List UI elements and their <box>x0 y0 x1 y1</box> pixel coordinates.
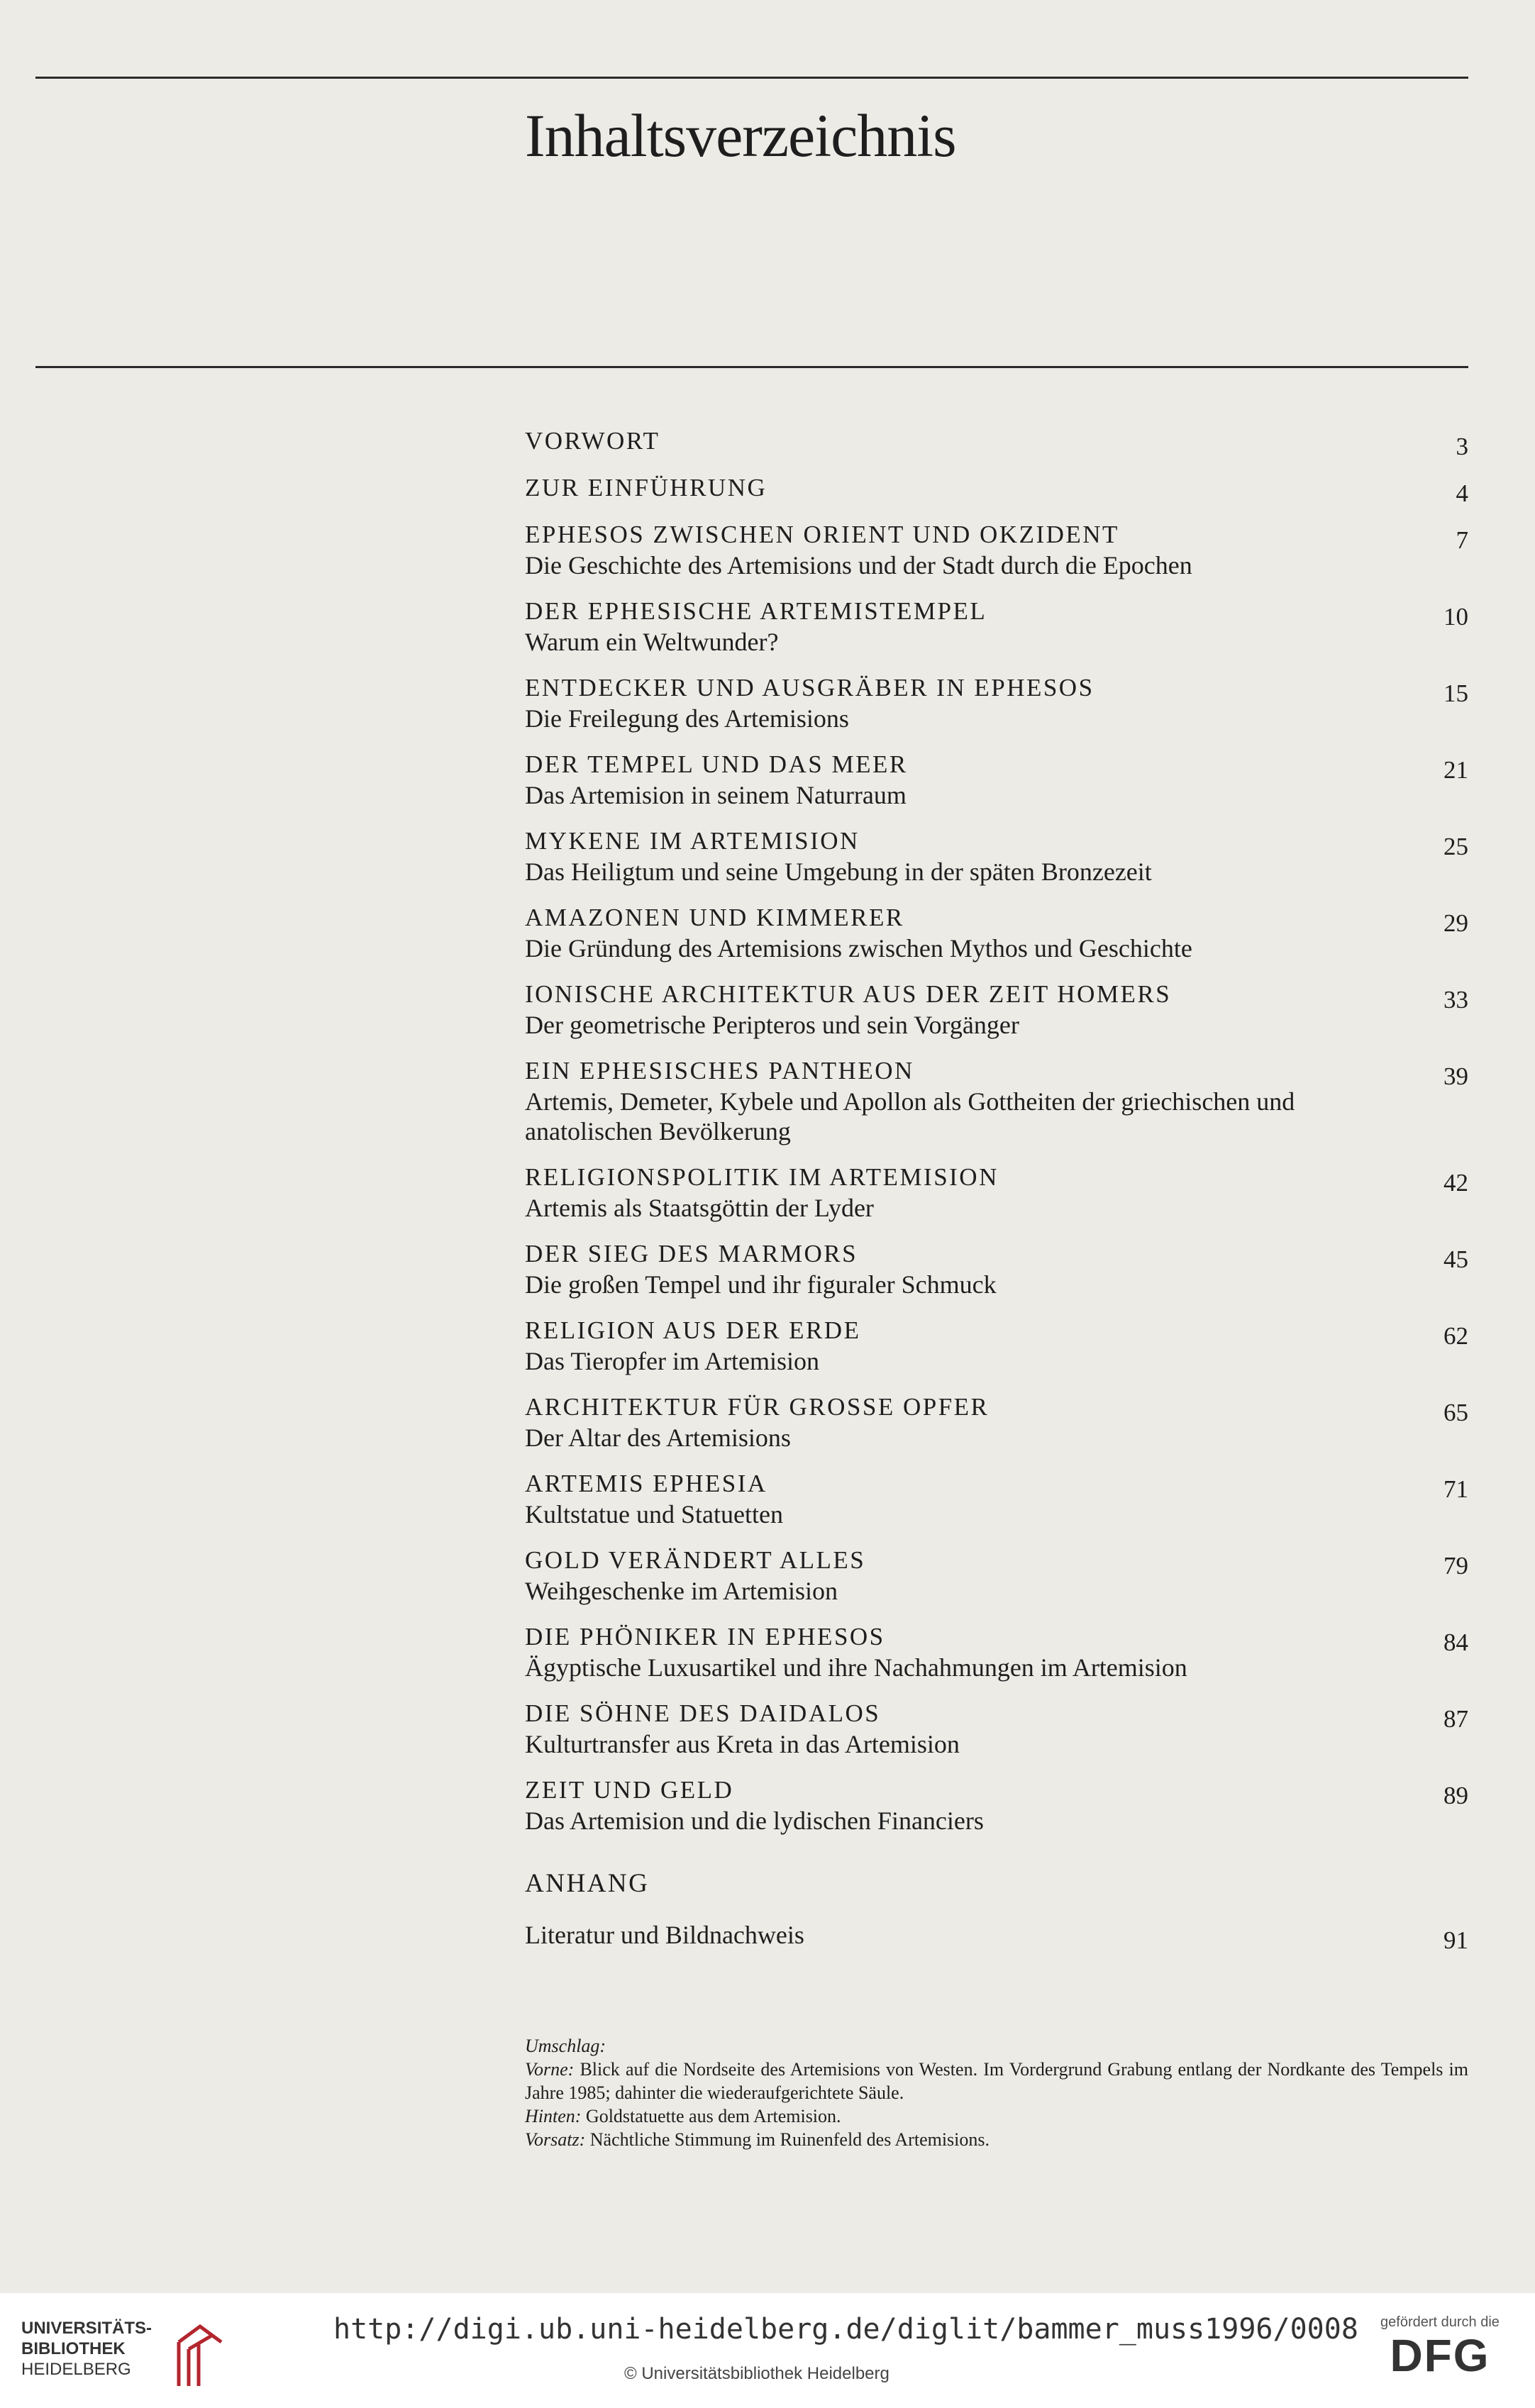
toc-entry-title: MYKENE IM ARTEMISION <box>525 827 860 855</box>
toc-entry-page: 84 <box>1443 1629 1468 1656</box>
toc-entry-page: 71 <box>1443 1475 1468 1503</box>
toc-entry-title: DER EPHESISCHE ARTEMISTEMPEL <box>525 597 987 625</box>
dfg-caption: gefördert durch die <box>1380 2314 1500 2330</box>
footer-bar <box>0 2293 1535 2408</box>
toc-entry-page: 62 <box>1443 1322 1468 1350</box>
caption-back-text: Goldstatuette aus dem Artemision. <box>585 2106 841 2126</box>
toc-entry-page: 87 <box>1443 1705 1468 1733</box>
toc-entry[interactable] <box>525 672 1468 733</box>
toc-entry-subtitle: Ägyptische Luxusartikel und ihre Nachahmungen im Artemision <box>525 1653 1187 1682</box>
toc-entry[interactable] <box>525 1698 1468 1759</box>
toc-entry-subtitle: Das Tieropfer im Artemision <box>525 1347 819 1375</box>
toc-entry[interactable] <box>525 749 1468 810</box>
toc-entry-title: ENTDECKER UND AUSGRÄBER IN EPHESOS <box>525 674 1095 701</box>
toc-entry-page: 21 <box>1443 756 1468 784</box>
toc-entry[interactable] <box>525 902 1468 963</box>
toc-entry-page: 39 <box>1443 1062 1468 1090</box>
toc-entry-subtitle: Die großen Tempel und ihr figuraler Schmuck <box>525 1270 997 1299</box>
toc-entry-page: 45 <box>1443 1245 1468 1273</box>
top-rule <box>35 77 1468 79</box>
toc-entry-subtitle: Das Artemision und die lydischen Financiers <box>525 1807 984 1835</box>
toc-entry-title: VORWORT <box>525 427 660 455</box>
toc-entry-title: RELIGIONSPOLITIK IM ARTEMISION <box>525 1163 999 1191</box>
toc-entry-title: EPHESOS ZWISCHEN ORIENT UND OKZIDENT <box>525 521 1119 548</box>
toc-entry-title: GOLD VERÄNDERT ALLES <box>525 1546 866 1574</box>
toc-entry-title: ARTEMIS EPHESIA <box>525 1470 768 1497</box>
appendix-item: Literatur und Bildnachweis <box>525 1921 804 1949</box>
appendix-entry <box>525 1919 1468 1954</box>
toc-entry-subtitle: Der geometrische Peripteros und sein Vorgänger <box>525 1011 1019 1039</box>
toc-entry-page: 25 <box>1443 833 1468 860</box>
toc-entry-page: 7 <box>1456 526 1468 554</box>
toc-entry-subtitle: Das Artemision in seinem Naturraum <box>525 781 907 809</box>
appendix-heading: ANHANG <box>525 1869 650 1898</box>
toc-entry-page: 89 <box>1443 1782 1468 1809</box>
library-line-3: HEIDELBERG <box>21 2360 131 2379</box>
toc-entry[interactable] <box>525 519 1468 580</box>
caption-front-label: Vorne: <box>525 2059 575 2080</box>
toc-entry-subtitle: Kulturtransfer aus Kreta in das Artemision <box>525 1730 960 1758</box>
cover-caption <box>525 2034 1468 2151</box>
library-line-2: BIBLIOTHEK <box>21 2339 126 2358</box>
toc-entry-title: IONISCHE ARCHITEKTUR AUS DER ZEIT HOMERS <box>525 980 1172 1008</box>
toc-entry-page: 79 <box>1443 1552 1468 1580</box>
toc-entry-title: ZEIT UND GELD <box>525 1776 734 1804</box>
toc-entry[interactable] <box>525 1392 1468 1453</box>
caption-heading: Umschlag: <box>525 2036 606 2056</box>
page-title: Inhaltsverzeichnis <box>525 101 956 170</box>
toc-entry-title: ZUR EINFÜHRUNG <box>525 474 768 501</box>
toc-entry[interactable] <box>525 1162 1468 1223</box>
toc-entry-title: EIN EPHESISCHES PANTHEON <box>525 1057 914 1084</box>
toc-entry-subtitle: Artemis als Staatsgöttin der Lyder <box>525 1194 874 1222</box>
library-line-1: UNIVERSITÄTS- <box>21 2319 153 2338</box>
toc-entry-page: 29 <box>1443 909 1468 937</box>
toc-entry[interactable] <box>525 426 1468 460</box>
toc-entry-subtitle: Kultstatue und Statuetten <box>525 1500 783 1528</box>
toc-entry-page: 10 <box>1443 603 1468 631</box>
caption-front-text: Blick auf die Nordseite des Artemisions von Westen. Im Vordergrund Grabung entlang der Nordkante des Tempels im Jahre 1985; dahinter die wiederaufgerichtete Säule. <box>525 2059 1468 2103</box>
toc-entry[interactable] <box>525 1238 1468 1299</box>
toc-entry-title: DER SIEG DES MARMORS <box>525 1240 858 1267</box>
toc-entry[interactable] <box>525 1468 1468 1529</box>
toc-entry-page: 33 <box>1443 986 1468 1014</box>
toc-entry-subtitle: Artemis, Demeter, Kybele und Apollon als Gottheiten der griechischen und anatolischen Bevölkerung <box>525 1087 1295 1145</box>
dfg-logo[interactable] <box>1362 2314 1518 2380</box>
toc-entry[interactable] <box>525 1775 1468 1836</box>
toc-entry-title: DER TEMPEL UND DAS MEER <box>525 750 908 778</box>
copyright-notice: © Universitätsbibliothek Heidelberg <box>624 2364 890 2383</box>
toc-entry-page: 65 <box>1443 1399 1468 1426</box>
toc-entry[interactable] <box>525 826 1468 887</box>
caption-endpaper-text: Nächtliche Stimmung im Ruinenfeld des Artemisions. <box>589 2129 990 2150</box>
toc-entry[interactable] <box>525 1621 1468 1682</box>
toc-entry-page: 15 <box>1443 679 1468 707</box>
toc-entry-title: AMAZONEN UND KIMMERER <box>525 904 904 931</box>
caption-endpaper <box>525 2128 1468 2151</box>
toc-entry[interactable] <box>525 1055 1468 1146</box>
toc-entry-subtitle: Der Altar des Artemisions <box>525 1424 791 1452</box>
toc-entry[interactable] <box>525 1315 1468 1376</box>
library-mark-icon <box>172 2321 226 2392</box>
toc-entry[interactable] <box>525 472 1468 507</box>
caption-front <box>525 2058 1468 2104</box>
toc-entry-subtitle: Weihgeschenke im Artemision <box>525 1577 838 1605</box>
toc-entry-subtitle: Die Geschichte des Artemisions und der Stadt durch die Epochen <box>525 551 1192 579</box>
toc-entry-page: 42 <box>1443 1169 1468 1197</box>
appendix-page: 91 <box>1443 1926 1468 1954</box>
title-rule <box>35 366 1468 368</box>
toc-entry-page: 4 <box>1456 479 1468 507</box>
library-logo[interactable] <box>21 2318 227 2396</box>
dfg-wordmark: DFG <box>1390 2330 1490 2381</box>
toc-entry-subtitle: Die Gründung des Artemisions zwischen Mythos und Geschichte <box>525 934 1192 962</box>
permalink-url[interactable]: http://digi.ub.uni-heidelberg.de/diglit/bammer_muss1996/0008 <box>333 2313 1358 2346</box>
caption-back-label: Hinten: <box>525 2106 582 2126</box>
toc-entry-title: DIE SÖHNE DES DAIDALOS <box>525 1699 881 1727</box>
toc-entry[interactable] <box>525 979 1468 1040</box>
toc-entry-title: DIE PHÖNIKER IN EPHESOS <box>525 1623 885 1650</box>
toc-entry-subtitle: Die Freilegung des Artemisions <box>525 704 849 733</box>
toc-entry-subtitle: Warum ein Weltwunder? <box>525 628 779 656</box>
toc-entry[interactable] <box>525 596 1468 657</box>
toc-entry[interactable] <box>525 1545 1468 1606</box>
toc-entry-title: RELIGION AUS DER ERDE <box>525 1316 861 1344</box>
toc-entry-subtitle: Das Heiligtum und seine Umgebung in der späten Bronzezeit <box>525 858 1152 886</box>
toc-entry-page: 3 <box>1456 433 1468 460</box>
toc-entry-title: ARCHITEKTUR FÜR GROSSE OPFER <box>525 1393 990 1421</box>
caption-back <box>525 2104 1468 2128</box>
caption-endpaper-label: Vorsatz: <box>525 2129 586 2150</box>
table-of-contents <box>525 426 1468 1851</box>
